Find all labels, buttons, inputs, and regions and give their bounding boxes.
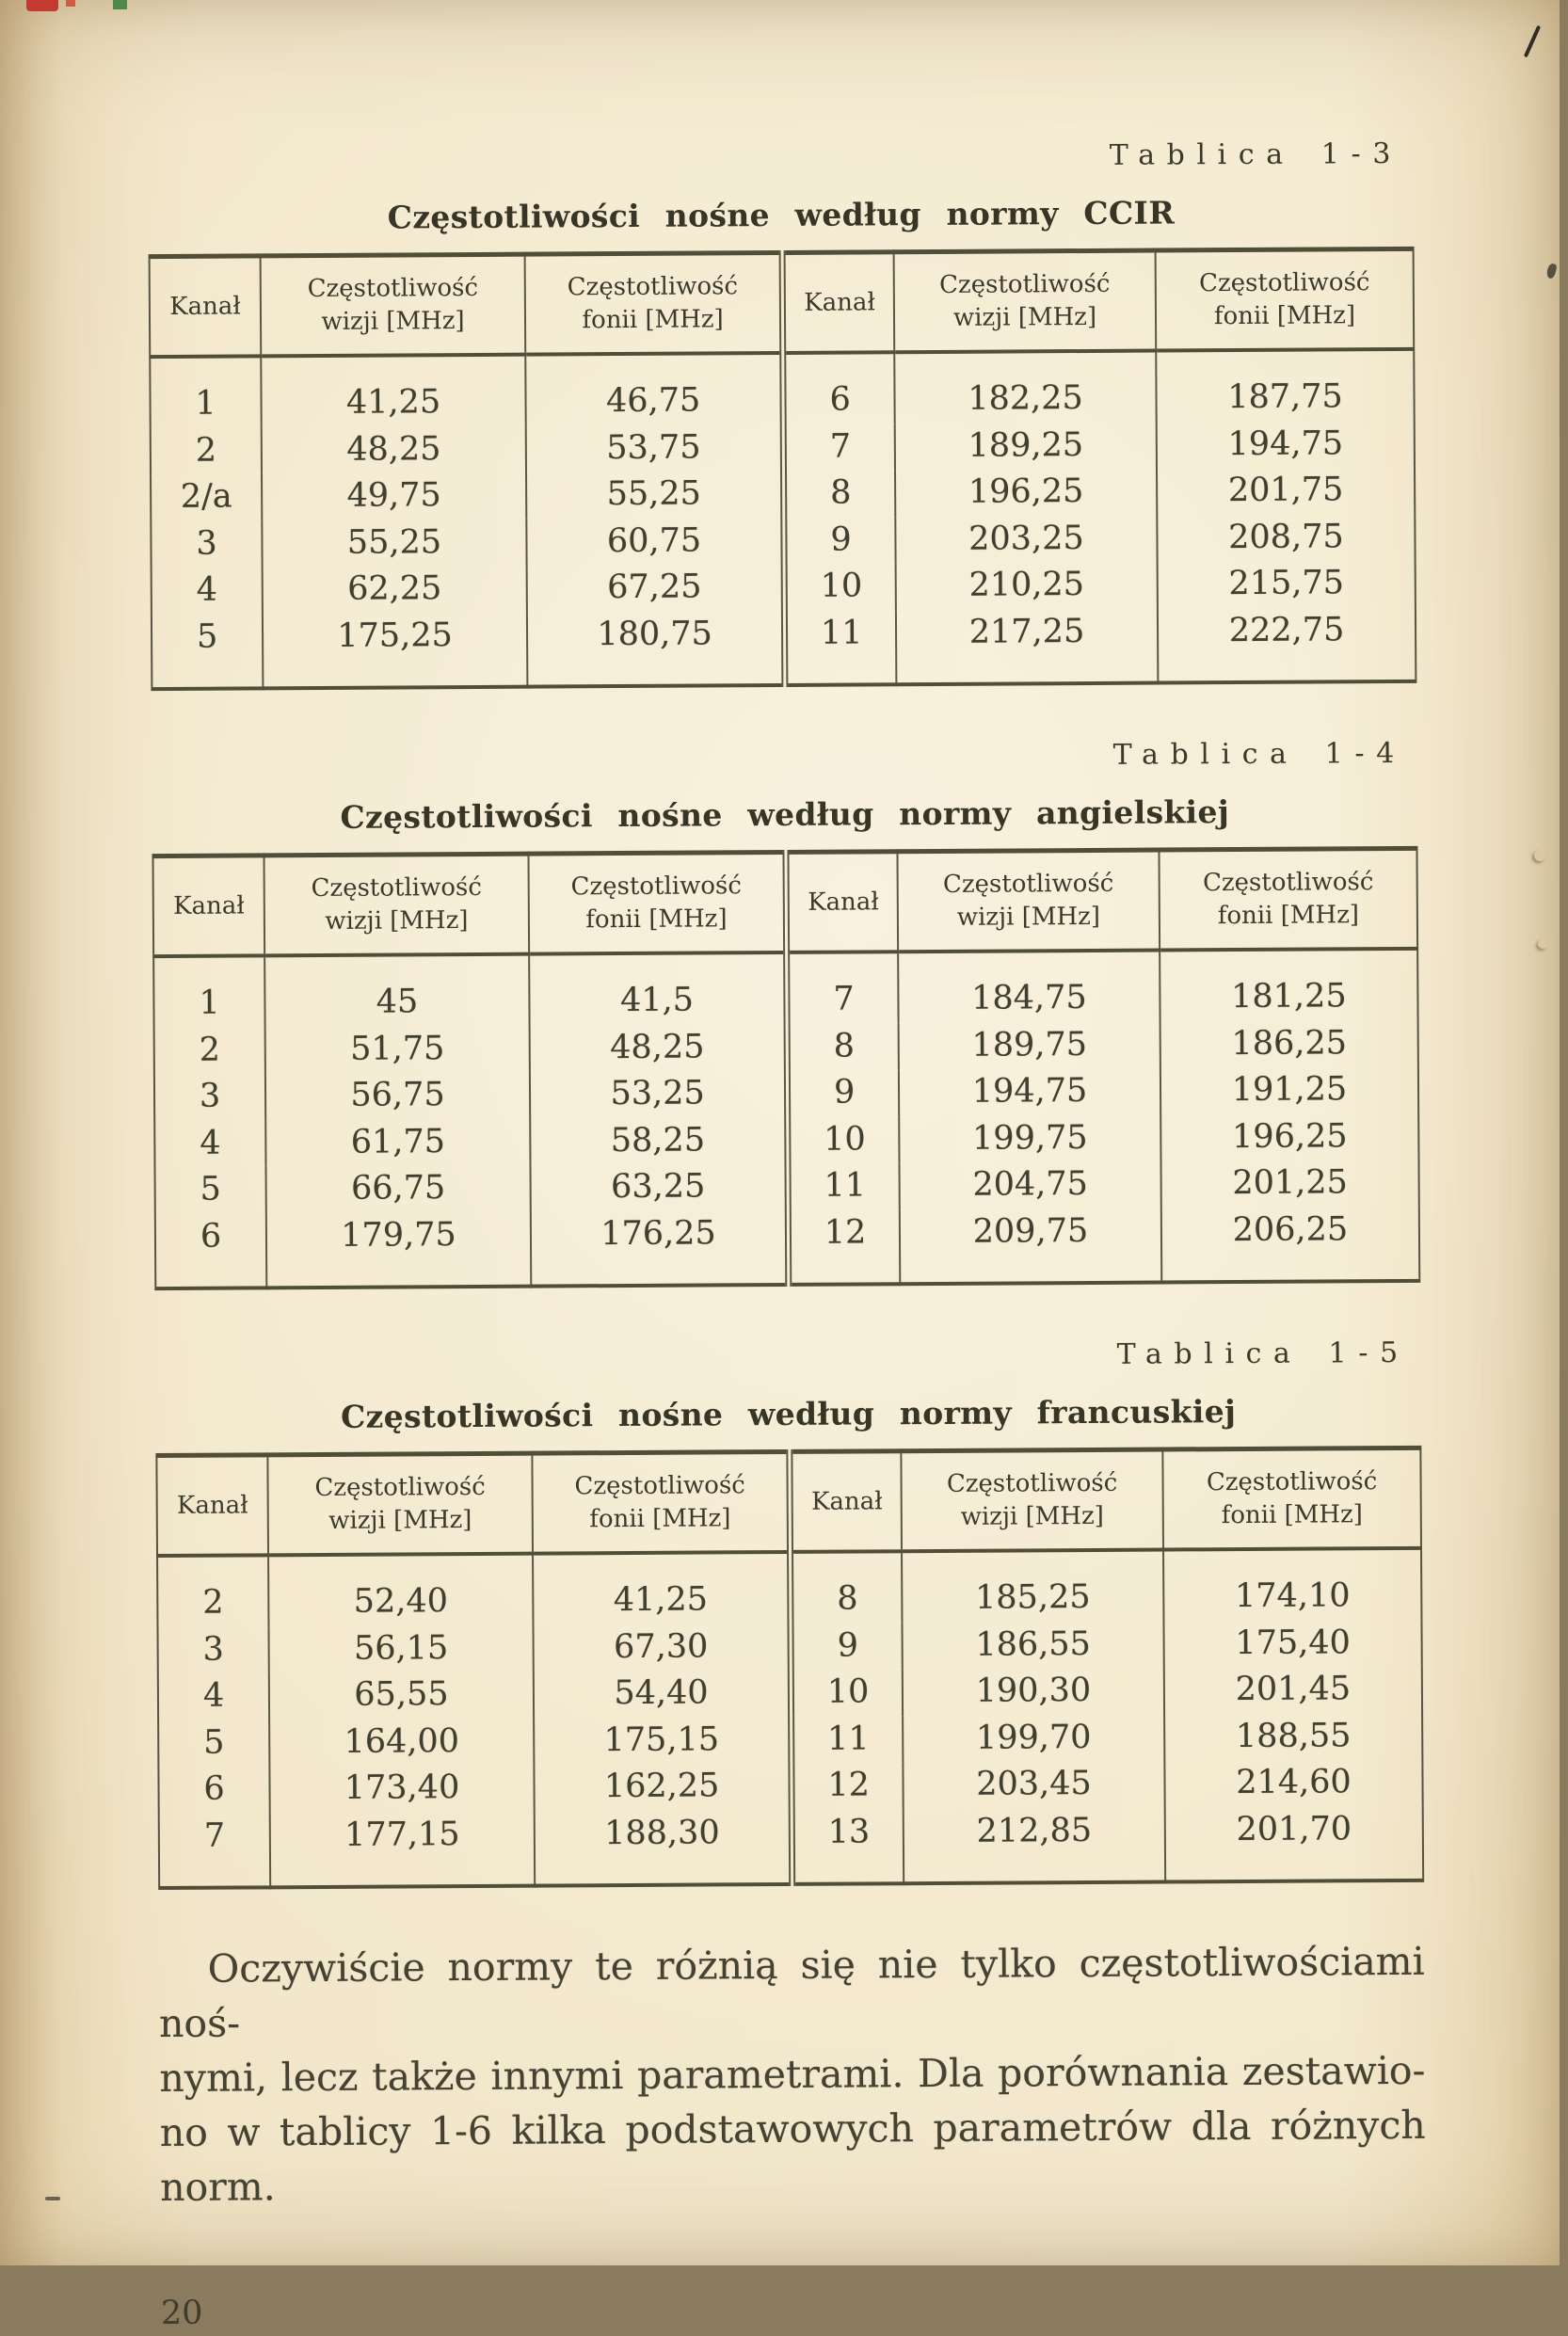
- header-sound-freq: [528, 852, 787, 953]
- vision-freq-cell: 203,45: [903, 1761, 1164, 1809]
- header-line: Częstotliwość: [311, 872, 482, 904]
- sound-freq-cell: 174,10: [1163, 1548, 1421, 1621]
- table-row: [154, 1019, 1418, 1074]
- sound-freq-cell: 187,75: [1156, 349, 1414, 422]
- header-line: fonii [MHz]: [582, 305, 724, 335]
- channel-cell: 7: [784, 424, 895, 471]
- sound-freq-cell: 181,25: [1160, 949, 1417, 1021]
- header-vision-freq: [268, 1453, 533, 1555]
- table-row: [151, 513, 1415, 568]
- vision-freq-cell: 190,30: [903, 1668, 1164, 1716]
- sound-freq-cell: 162,25: [534, 1763, 792, 1811]
- channel-cell: 3: [202, 1630, 224, 1669]
- table-row: [159, 1805, 1423, 1888]
- vision-freq-cell: 173,40: [270, 1765, 535, 1813]
- paragraph-line: no w tablicy 1-6 kilka podstawowych parametrów dla różnych: [159, 2102, 1426, 2156]
- sound-freq-cell: 48,25: [529, 1023, 787, 1071]
- vision-freq-cell: 56,15: [269, 1624, 534, 1672]
- table-row: [154, 1066, 1418, 1121]
- channel-cell: 10: [784, 563, 895, 610]
- header-line: fonii [MHz]: [1217, 901, 1360, 931]
- channel-cell: 11: [785, 610, 897, 685]
- sound-freq-cell: 175,40: [1163, 1619, 1421, 1667]
- channel-cell: 8: [787, 1023, 898, 1070]
- header-line: fonii [MHz]: [1213, 301, 1356, 331]
- header-sound-freq: [524, 252, 783, 354]
- table-row: [150, 349, 1414, 428]
- table-tag: Tablica 1-4: [1112, 736, 1406, 772]
- table-title: Częstotliwości nośne według normy CCIR: [387, 194, 1176, 236]
- table-block-english: [152, 735, 1421, 1290]
- channel-cell: 2/a: [180, 477, 232, 516]
- sound-freq-cell: 186,25: [1160, 1019, 1418, 1067]
- table-row: [151, 420, 1415, 474]
- sound-freq-cell: 176,25: [531, 1209, 789, 1286]
- header-row: [150, 248, 1415, 357]
- header-line: Częstotliwość: [307, 273, 479, 304]
- table-row: [155, 1206, 1419, 1288]
- header-channel: Kanał: [156, 1455, 268, 1556]
- frequency-table-ccir: [149, 247, 1417, 691]
- header-vision-freq: [897, 850, 1160, 952]
- vision-freq-cell: 199,70: [903, 1714, 1164, 1762]
- channel-cell: 13: [792, 1809, 904, 1884]
- vision-freq-cell: 185,25: [902, 1550, 1163, 1623]
- sound-freq-cell: 175,15: [534, 1716, 792, 1764]
- header-line: fonii [MHz]: [589, 1504, 731, 1534]
- sound-freq-cell: 208,75: [1157, 513, 1415, 561]
- channel-cell: 3: [199, 1077, 221, 1115]
- sound-freq-cell: 53,75: [526, 424, 784, 472]
- vision-freq-cell: 210,25: [896, 562, 1158, 610]
- channel-cell: 4: [200, 1124, 221, 1162]
- page-number: 20: [160, 2294, 203, 2333]
- table-title: Częstotliwości nośne według normy angielskiej: [340, 793, 1230, 836]
- channel-cell: 11: [788, 1162, 899, 1209]
- vision-freq-cell: 164,00: [269, 1718, 534, 1766]
- vision-freq-cell: 48,25: [262, 425, 526, 473]
- header-vision-freq: [261, 254, 525, 356]
- table-row: [153, 949, 1417, 1028]
- vision-freq-cell: 177,15: [270, 1811, 535, 1887]
- sound-freq-cell: 222,75: [1158, 606, 1416, 682]
- header-line: Częstotliwość: [946, 1468, 1118, 1498]
- channel-cell: 1: [199, 984, 220, 1022]
- channel-cell: 4: [202, 1676, 225, 1715]
- header-line: Częstotliwość: [942, 869, 1114, 899]
- vision-freq-cell: 175,25: [263, 612, 527, 688]
- table-row: [158, 1712, 1422, 1767]
- vision-freq-cell: 189,25: [895, 422, 1157, 470]
- table-block-french: [155, 1335, 1425, 1890]
- header-channel: Kanał: [782, 252, 894, 353]
- table-row: [152, 606, 1416, 689]
- sound-freq-cell: 188,30: [535, 1809, 792, 1885]
- channel-cell: 10: [788, 1116, 899, 1163]
- vision-freq-cell: 204,75: [899, 1161, 1160, 1209]
- channel-cell: 9: [788, 1069, 899, 1116]
- vision-freq-cell: 212,85: [904, 1807, 1165, 1883]
- vision-freq-cell: 62,25: [263, 566, 527, 614]
- header-line: fonii [MHz]: [1221, 1500, 1363, 1530]
- vision-freq-cell: 45: [264, 954, 529, 1027]
- frequency-table-french: [155, 1446, 1424, 1890]
- table-row: [152, 560, 1416, 615]
- sound-freq-cell: 191,25: [1160, 1066, 1418, 1114]
- channel-cell: 10: [792, 1669, 903, 1716]
- vision-freq-cell: 179,75: [266, 1211, 531, 1288]
- channel-cell: 2: [199, 1031, 221, 1069]
- vision-freq-cell: 66,75: [266, 1165, 531, 1213]
- header-line: wizji [MHz]: [325, 906, 469, 936]
- channel-cell: 7: [203, 1816, 226, 1855]
- header-line: Częstotliwość: [1199, 268, 1370, 298]
- table-row: [157, 1548, 1421, 1627]
- channel-cell: 2: [195, 431, 217, 470]
- table-title: Częstotliwości nośne według normy francuskiej: [340, 1393, 1237, 1435]
- sound-freq-cell: 41,25: [533, 1552, 791, 1624]
- sound-freq-cell: 206,25: [1161, 1206, 1419, 1282]
- header-line: fonii [MHz]: [585, 904, 728, 935]
- channel-cell: 8: [791, 1551, 903, 1623]
- sound-freq-cell: 194,75: [1157, 420, 1415, 468]
- frequency-table-english: [152, 846, 1420, 1290]
- vision-freq-cell: 182,25: [894, 351, 1156, 424]
- sound-freq-cell: 41,5: [529, 952, 787, 1025]
- body-paragraph: [159, 1934, 1427, 2215]
- table-block-ccir: [148, 136, 1417, 691]
- header-sound-freq: [532, 1451, 791, 1553]
- header-line: Częstotliwość: [570, 872, 743, 902]
- header-row: [152, 848, 1417, 956]
- sound-freq-cell: 196,25: [1160, 1112, 1418, 1160]
- channel-cell: 5: [196, 617, 218, 656]
- vision-freq-cell: 51,75: [265, 1025, 530, 1073]
- vision-freq-cell: 186,55: [902, 1621, 1163, 1669]
- channel-cell: 9: [791, 1623, 902, 1670]
- header-vision-freq: [264, 854, 529, 955]
- vision-freq-cell: 52,40: [268, 1554, 533, 1626]
- channel-cell: 6: [783, 352, 895, 424]
- header-vision-freq: [894, 250, 1157, 352]
- vision-freq-cell: 184,75: [898, 951, 1160, 1023]
- table-row: [151, 467, 1415, 521]
- table-row: [158, 1759, 1422, 1814]
- sound-freq-cell: 55,25: [526, 471, 784, 519]
- header-line: Częstotliwość: [939, 269, 1111, 299]
- sound-freq-cell: 180,75: [527, 610, 785, 686]
- channel-cell: 12: [792, 1762, 903, 1809]
- vision-freq-cell: 61,75: [265, 1118, 530, 1166]
- sound-freq-cell: 67,30: [533, 1623, 791, 1671]
- channel-cell: 9: [784, 517, 895, 564]
- header-channel: Kanał: [150, 256, 262, 357]
- sound-freq-cell: 215,75: [1158, 560, 1416, 608]
- table-tag: Tablica 1-5: [1116, 1336, 1410, 1371]
- channel-cell: 5: [200, 1170, 221, 1208]
- paragraph-line: norm.: [159, 2164, 276, 2211]
- vision-freq-cell: 65,55: [269, 1672, 534, 1720]
- channel-cell: 1: [195, 384, 216, 423]
- channel-cell: 7: [787, 952, 899, 1023]
- paragraph-line: Oczywiście normy te różnią się nie tylko częstotliwościami noś-: [158, 1938, 1425, 2047]
- sound-freq-cell: 214,60: [1164, 1759, 1422, 1807]
- header-line: wizji [MHz]: [956, 902, 1101, 932]
- header-line: wizji [MHz]: [952, 302, 1097, 332]
- channel-cell: 3: [196, 524, 217, 563]
- paragraph-line: nymi, lecz także innymi parametrami. Dla porównania zestawio-: [159, 2047, 1426, 2102]
- channel-cell: 11: [792, 1716, 903, 1763]
- header-line: Częstotliwość: [574, 1471, 745, 1501]
- header-line: wizji [MHz]: [328, 1506, 472, 1535]
- header-channel: Kanał: [786, 852, 898, 952]
- sound-freq-cell: 54,40: [534, 1670, 792, 1718]
- channel-cell: 12: [789, 1209, 901, 1285]
- vision-freq-cell: 56,75: [265, 1072, 530, 1120]
- header-sound-freq: [1162, 1448, 1421, 1549]
- sound-freq-cell: 63,25: [530, 1163, 788, 1211]
- sound-freq-cell: 58,25: [530, 1116, 788, 1164]
- header-line: wizji [MHz]: [960, 1501, 1104, 1531]
- header-sound-freq: [1156, 248, 1415, 350]
- channel-cell: 2: [202, 1583, 224, 1622]
- vision-freq-cell: 41,25: [261, 355, 525, 427]
- header-sound-freq: [1159, 848, 1417, 950]
- header-line: Częstotliwość: [314, 1472, 486, 1503]
- sound-freq-cell: 46,75: [525, 353, 783, 425]
- table-row: [154, 1112, 1418, 1167]
- header-line: Częstotliwość: [567, 272, 739, 302]
- sound-freq-cell: 60,75: [526, 517, 784, 565]
- vision-freq-cell: 199,75: [899, 1114, 1160, 1162]
- vision-freq-cell: 194,75: [899, 1068, 1160, 1116]
- sound-freq-cell: 201,70: [1165, 1805, 1423, 1881]
- sound-freq-cell: 53,25: [530, 1070, 788, 1118]
- channel-cell: 4: [196, 570, 218, 609]
- sound-freq-cell: 67,25: [526, 564, 784, 612]
- vision-freq-cell: 203,25: [895, 515, 1157, 563]
- vision-freq-cell: 189,75: [899, 1021, 1160, 1069]
- header-line: Częstotliwość: [1206, 1467, 1378, 1497]
- header-line: wizji [MHz]: [321, 307, 465, 336]
- table-tag: Tablica 1-3: [1109, 136, 1403, 172]
- sound-freq-cell: 201,25: [1160, 1160, 1418, 1208]
- vision-freq-cell: 49,75: [262, 472, 526, 520]
- channel-cell: 5: [203, 1723, 225, 1762]
- sound-freq-cell: 201,45: [1164, 1666, 1422, 1714]
- vision-freq-cell: 196,25: [895, 469, 1157, 517]
- vision-freq-cell: 209,75: [900, 1208, 1161, 1284]
- table-row: [158, 1666, 1422, 1720]
- table-row: [155, 1160, 1419, 1214]
- channel-cell: 6: [200, 1217, 222, 1256]
- channel-cell: 6: [203, 1769, 225, 1808]
- header-channel: Kanał: [790, 1451, 902, 1552]
- header-row: [156, 1448, 1421, 1556]
- channel-cell: 8: [784, 470, 895, 517]
- header-channel: Kanał: [152, 856, 264, 956]
- sound-freq-cell: 188,55: [1164, 1712, 1422, 1760]
- header-line: Częstotliwość: [1202, 868, 1374, 898]
- vision-freq-cell: 55,25: [262, 519, 526, 567]
- table-row: [157, 1619, 1421, 1673]
- header-vision-freq: [901, 1449, 1163, 1551]
- sound-freq-cell: 201,75: [1157, 467, 1415, 515]
- vision-freq-cell: 217,25: [896, 608, 1158, 684]
